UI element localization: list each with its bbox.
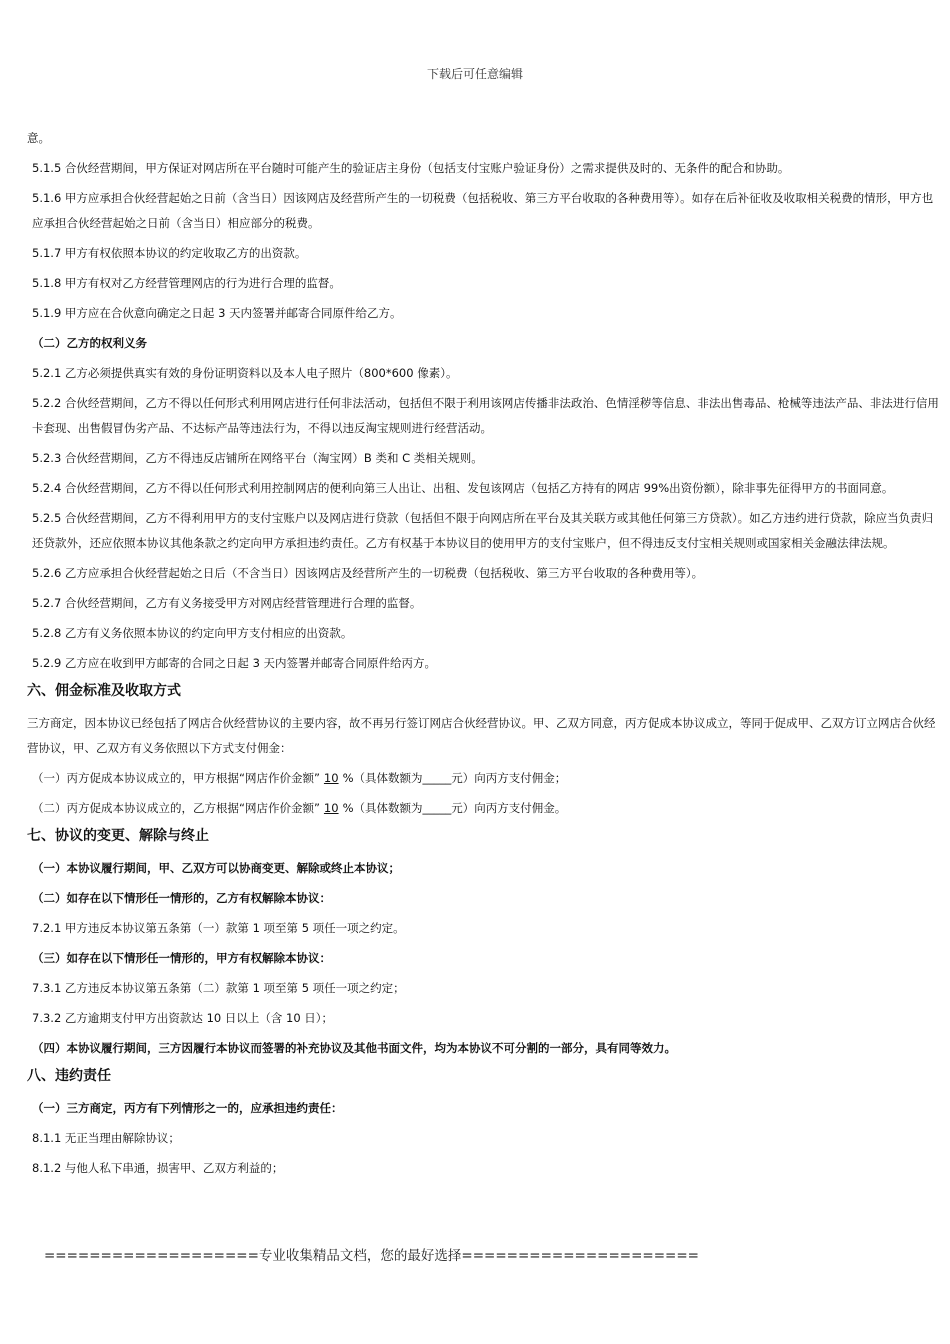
commission-clause-1-tail: %（具体数额为_____元）向丙方支付佣金； xyxy=(342,771,567,785)
clause-5-2-3: 5.2.3 合伙经营期间，乙方不得违反店铺所在网络平台（淘宝网）B 类和 C 类相关规则。 xyxy=(32,451,483,465)
clause-5-2-5: 5.2.5 合伙经营期间，乙方不得利用甲方的支付宝账户以及网店进行贷款（包括但不限于向网店所在平台及其关联方或其他任何第三方贷款）。如乙方违约进行贷款，除应当负责归还贷款外，还应依照本协议其他条款之约定向甲方承担违约责任。乙方有权基于本协议目的使用甲方的支付宝账户，但不得违反支付宝相关规则或国家相关金融法律法规。 xyxy=(32,511,934,550)
section-6-intro: 三方商定，因本协议已经包括了网店合伙经营协议的主要内容，故不再另行签订网店合伙经营协议。甲、乙双方同意，丙方促成本协议成立，等同于促成甲、乙双方订立网店合伙经营协议，甲、乙双方有义务依照以下方式支付佣金： xyxy=(27,716,936,755)
clause-5-2-8: 5.2.8 乙方有义务依照本协议的约定向甲方支付相应的出资款。 xyxy=(32,626,353,640)
section-8-heading: 八、违约责任 xyxy=(27,1068,111,1084)
clause-5-2-2: 5.2.2 合伙经营期间，乙方不得以任何形式利用网店进行任何非法活动，包括但不限于利用该网店传播非法政治、色情淫秽等信息、非法出售毒品、枪械等违法产品、非法进行信用卡套现、出售假冒伪劣产品、不达标产品等违法行为，不得以违反淘宝规则进行经营活动。 xyxy=(32,396,939,435)
clause-5-1-8: 5.1.8 甲方有权对乙方经营管理网店的行为进行合理的监督。 xyxy=(32,276,341,290)
commission-clause-1 xyxy=(27,766,939,791)
clause-7-3: （三）如存在以下情形任一情形的，甲方有权解除本协议： xyxy=(32,951,331,965)
clause-5-1-5: 5.1.5 合伙经营期间，甲方保证对网店所在平台随时可能产生的验证店主身份（包括支付宝账户验证身份）之需求提供及时的、无条件的配合和协助。 xyxy=(32,161,790,175)
clause-8-1-2: 8.1.2 与他人私下串通，损害甲、乙双方利益的； xyxy=(32,1161,284,1175)
page-header: 下载后可任意编辑 xyxy=(426,67,523,81)
clause-7-4: （四）本协议履行期间，三方因履行本协议而签署的补充协议及其他书面文件，均为本协议不可分割的一部分，具有同等效力。 xyxy=(32,1041,676,1055)
document-body xyxy=(27,126,939,1186)
commission-clause-2-tail: %（具体数额为_____元）向丙方支付佣金。 xyxy=(342,801,567,815)
commission-clause-2 xyxy=(27,796,939,821)
clause-8-1: （一）三方商定，丙方有下列情形之一的，应承担违约责任： xyxy=(32,1101,343,1115)
subsection-party-b-rights: （二）乙方的权利义务 xyxy=(32,336,147,350)
commission-rate-2: 10 xyxy=(323,801,339,815)
section-7-heading: 七、协议的变更、解除与终止 xyxy=(27,828,209,844)
clause-5-2-4: 5.2.4 合伙经营期间，乙方不得以任何形式利用控制网店的便利向第三人出让、出租、发包该网店（包括乙方持有的网店 99%出资份额），除非事先征得甲方的书面同意。 xyxy=(32,481,894,495)
clause-7-3-2: 7.3.2 乙方逾期支付甲方出资款达 10 日以上（含 10 日）； xyxy=(32,1011,334,1025)
section-6-heading: 六、佣金标准及收取方式 xyxy=(27,683,181,699)
clause-7-2: （二）如存在以下情形任一情形的，乙方有权解除本协议： xyxy=(32,891,331,905)
commission-rate-1: 10 xyxy=(323,771,339,785)
clause-5-1-6: 5.1.6 甲方应承担合伙经营起始之日前（含当日）因该网店及经营所产生的一切税费（包括税收、第三方平台收取的各种费用等）。如存在后补征收及收取相关税费的情形，甲方也应承担合伙经营起始之日前（含当日）相应部分的税费。 xyxy=(32,191,934,230)
clause-5-2-7: 5.2.7 合伙经营期间，乙方有义务接受甲方对网店经营管理进行合理的监督。 xyxy=(32,596,422,610)
clause-5-1-9: 5.1.9 甲方应在合伙意向确定之日起 3 天内签署并邮寄合同原件给乙方。 xyxy=(32,306,402,320)
clause-5-2-6: 5.2.6 乙方应承担合伙经营起始之日后（不含当日）因该网店及经营所产生的一切税费（包括税收、第三方平台收取的各种费用等）。 xyxy=(32,566,704,580)
clause-5-1-7: 5.1.7 甲方有权依照本协议的约定收取乙方的出资款。 xyxy=(32,246,307,260)
clause-7-1: （一）本协议履行期间，甲、乙双方可以协商变更、解除或终止本协议； xyxy=(32,861,400,875)
commission-clause-1-text: （一）丙方促成本协议成立的，甲方根据“网店作价金额” xyxy=(32,771,320,785)
clause-8-1-1: 8.1.1 无正当理由解除协议； xyxy=(32,1131,180,1145)
commission-clause-2-text: （二）丙方促成本协议成立的，乙方根据“网店作价金额” xyxy=(32,801,320,815)
paragraph-continuation: 意。 xyxy=(27,131,50,145)
clause-7-3-1: 7.3.1 乙方违反本协议第五条第（二）款第 1 项至第 5 项任一项之约定； xyxy=(32,981,405,995)
page-footer: ===================专业收集精品文档，您的最好选择===================== xyxy=(44,1248,699,1264)
clause-5-2-9: 5.2.9 乙方应在收到甲方邮寄的合同之日起 3 天内签署并邮寄合同原件给丙方。 xyxy=(32,656,437,670)
clause-5-2-1: 5.2.1 乙方必须提供真实有效的身份证明资料以及本人电子照片（800*600 像素）。 xyxy=(32,366,458,380)
clause-7-2-1: 7.2.1 甲方违反本协议第五条第（一）款第 1 项至第 5 项任一项之约定。 xyxy=(32,921,405,935)
